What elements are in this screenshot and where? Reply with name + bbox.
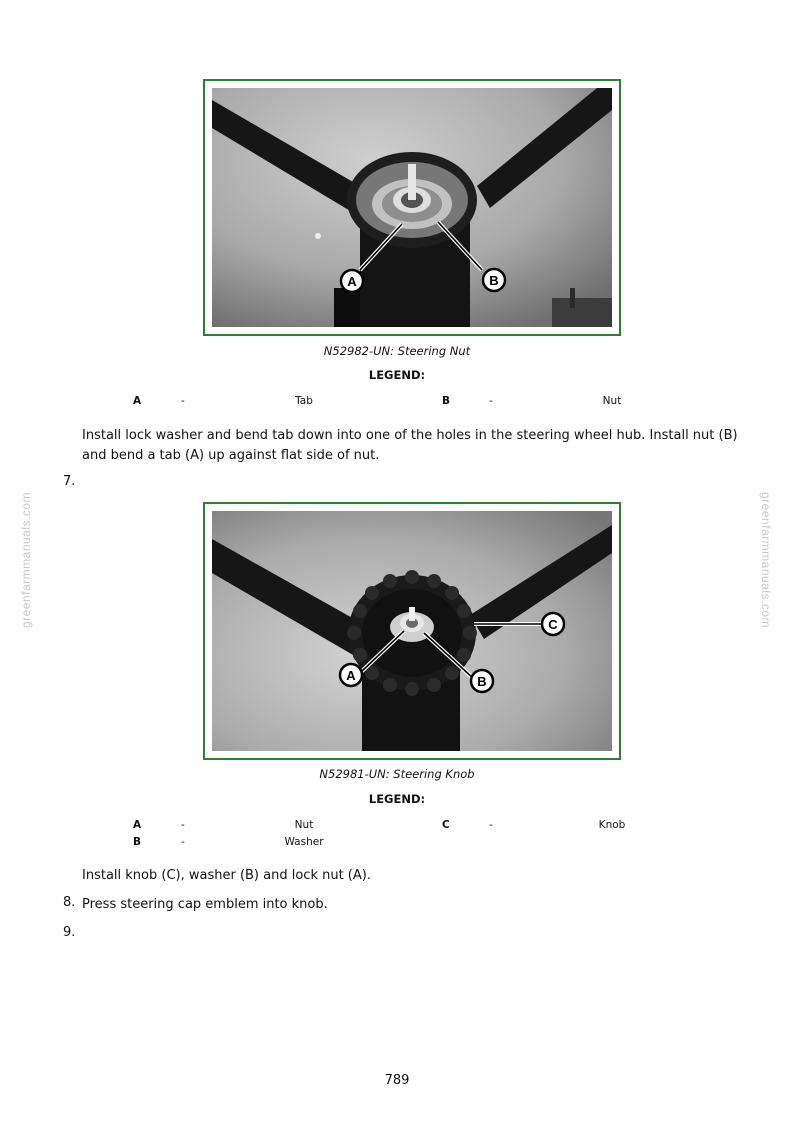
legend2-desc-b: Washer — [284, 836, 324, 848]
step9-number: 9. — [63, 925, 76, 940]
figure2-legend-title: LEGEND: — [368, 792, 426, 806]
legend1-desc-b: Nut — [602, 395, 622, 407]
callout-b-label: B — [489, 273, 499, 288]
figure2-caption: N52981-UN: Steering Knob — [319, 767, 475, 781]
legend2-key-b: B — [133, 836, 142, 848]
step7-number: 7. — [63, 474, 76, 489]
page-number: 789 — [384, 1073, 410, 1088]
legend1-key-a: A — [133, 395, 142, 407]
steering-knob-figure — [203, 502, 621, 760]
steering-nut-figure — [203, 79, 621, 336]
legend1-dash-a: - — [181, 395, 185, 407]
step6-instruction: Install lock washer and bend tab down into one of the holes in the steering wheel hub. Install nut (B) and bend a tab (A) up against flat side of nut. — [82, 428, 738, 463]
legend2-dash-c: - — [489, 819, 493, 831]
figure1-caption: N52982-UN: Steering Nut — [323, 344, 471, 358]
legend2-key-a: A — [133, 819, 142, 831]
callout-a-label: A — [347, 274, 357, 289]
legend1-key-b: B — [442, 395, 451, 407]
legend2-desc-c: Knob — [598, 819, 626, 831]
step7-instruction: Install knob (C), washer (B) and lock nut (A). — [82, 868, 371, 883]
legend1-desc-a: Tab — [295, 395, 313, 407]
watermark-right: greenfarmmanuals.com — [759, 491, 773, 629]
watermark-left: greenfarmmanuals.com — [19, 491, 33, 629]
step8-number: 8. — [63, 895, 76, 910]
callout-c-label: C — [548, 617, 558, 632]
callout-a-label: A — [346, 668, 356, 683]
steering-nut-photo — [212, 88, 612, 327]
legend1-dash-b: - — [489, 395, 493, 407]
steering-knob-photo — [212, 511, 612, 751]
legend2-dash-b: - — [181, 836, 185, 848]
figure1-legend-title: LEGEND: — [368, 368, 426, 382]
step8-instruction: Press steering cap emblem into knob. — [82, 897, 328, 912]
legend2-key-c: C — [442, 819, 450, 831]
callout-b-label: B — [477, 674, 487, 689]
legend2-desc-a: Nut — [294, 819, 314, 831]
legend2-dash-a: - — [181, 819, 185, 831]
